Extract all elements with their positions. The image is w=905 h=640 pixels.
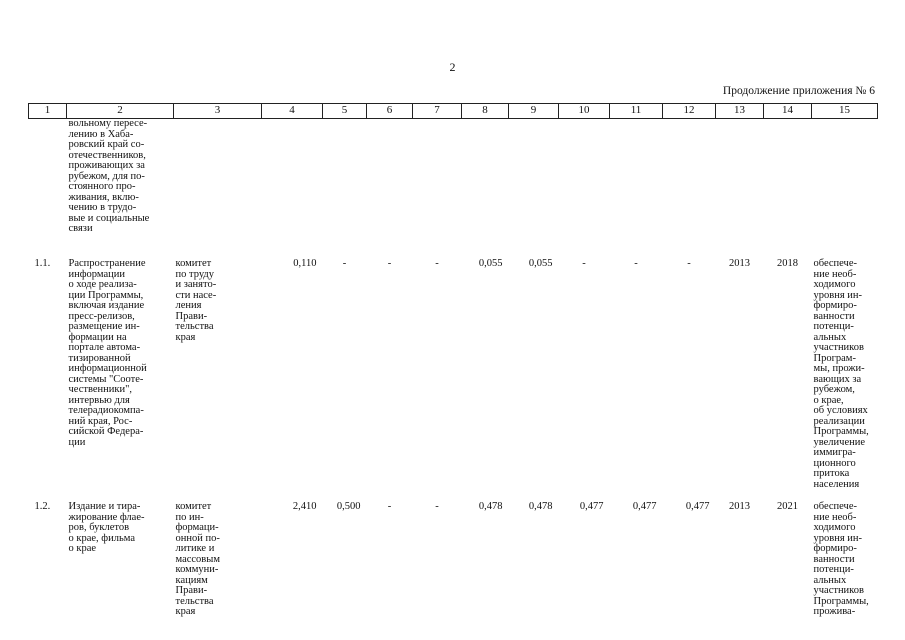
column-header: 6 <box>367 104 413 119</box>
column-header: 3 <box>174 104 262 119</box>
value-cell: 0,055 <box>478 258 503 269</box>
table-cell <box>716 119 764 246</box>
table-cell <box>462 119 509 246</box>
table-cell <box>323 119 367 246</box>
value-cell: - <box>435 501 439 512</box>
table-cell <box>262 119 323 246</box>
column-header: 14 <box>764 104 812 119</box>
column-header: 10 <box>559 104 610 119</box>
value-cell: - <box>634 258 638 269</box>
column-header: 11 <box>610 104 663 119</box>
value-cell: - <box>582 258 586 269</box>
column-header: 4 <box>262 104 323 119</box>
table-cell <box>174 119 262 246</box>
value-cell: - <box>387 258 392 269</box>
continuation-label: Продолжение приложения № 6 <box>722 85 875 97</box>
table-cell <box>509 119 559 246</box>
table-cell <box>413 119 462 246</box>
measure-name-cell: вольному пересе- лению в Хаба- ровский край со- отечественников, проживающих за рубежом, для по- стоянного про- живания, вклю- чению в трудо- вые и социальные связи <box>68 118 150 234</box>
executor-cell: комитет по ин- формаци- онной по- литике и массовым коммуни- кациям Прави- тельства края <box>175 501 220 617</box>
value-cell: - <box>687 258 691 269</box>
table-cell <box>663 119 716 246</box>
table-cell <box>812 119 878 246</box>
year-end-cell: 2018 <box>777 258 798 269</box>
table-cell <box>29 119 67 246</box>
result-cell: обеспече- ние необ- ходимого уровня ин- формиро- ванности потенци- альных участников Програм- мы, прожи- вающих за рубежом, о крае, об условиях реализации Программы, увеличение иммигра- ционного притока населения <box>813 258 869 490</box>
value-cell: 0,055 <box>528 258 553 269</box>
header-row <box>29 104 878 119</box>
row-index-cell: 1.2. <box>34 501 51 512</box>
value-cell: 0,110 <box>293 258 317 269</box>
value-cell: 0,478 <box>528 501 553 512</box>
table-cell <box>559 119 610 246</box>
column-header: 15 <box>812 104 878 119</box>
table-cell <box>367 119 413 246</box>
table-row <box>29 490 878 618</box>
column-header: 5 <box>323 104 367 119</box>
row-index-cell: 1.1. <box>34 258 51 269</box>
measure-name-cell: Издание и тира- жирование флае- ров, буклетов о крае, фильма о крае <box>68 501 145 554</box>
value-cell: 0,500 <box>336 501 361 512</box>
executor-cell: комитет по труду и занято- сти насе- ления Прави- тельства края <box>175 258 217 343</box>
appendix-table <box>28 103 878 618</box>
table-row-continued <box>29 119 878 246</box>
value-cell: - <box>435 258 439 269</box>
value-cell: 0,478 <box>478 501 503 512</box>
table-row <box>29 245 878 490</box>
value-cell: 0,477 <box>632 501 657 512</box>
column-header: 2 <box>67 104 174 119</box>
page-number: 2 <box>449 60 456 74</box>
column-header: 9 <box>509 104 559 119</box>
year-end-cell: 2021 <box>777 501 798 512</box>
column-header: 7 <box>413 104 462 119</box>
column-header: 8 <box>462 104 509 119</box>
table-cell <box>764 119 812 246</box>
measure-name-cell: Распространение информации о ходе реализа- ции Программы, включая издание пресс-релизов, размещение ин- формации на портале автома- тизированной информационной системы "Сооте- чественники", интервью для телерадиокомпа- ний края, Рос- сийской Федера- ции <box>68 258 147 448</box>
year-start-cell: 2013 <box>729 501 750 512</box>
value-cell: - <box>387 501 392 512</box>
column-header: 1 <box>29 104 67 119</box>
value-cell: 0,477 <box>579 501 604 512</box>
value-cell: 0,477 <box>685 501 710 512</box>
year-start-cell: 2013 <box>729 258 750 269</box>
table-cell <box>610 119 663 246</box>
column-header: 12 <box>663 104 716 119</box>
value-cell: 2,410 <box>292 501 317 512</box>
column-header: 13 <box>716 104 764 119</box>
value-cell: - <box>342 258 347 269</box>
result-cell: обеспече- ние необ- ходимого уровня ин- формиро- ванности потенци- альных участников Программы, прожива- <box>813 501 869 617</box>
